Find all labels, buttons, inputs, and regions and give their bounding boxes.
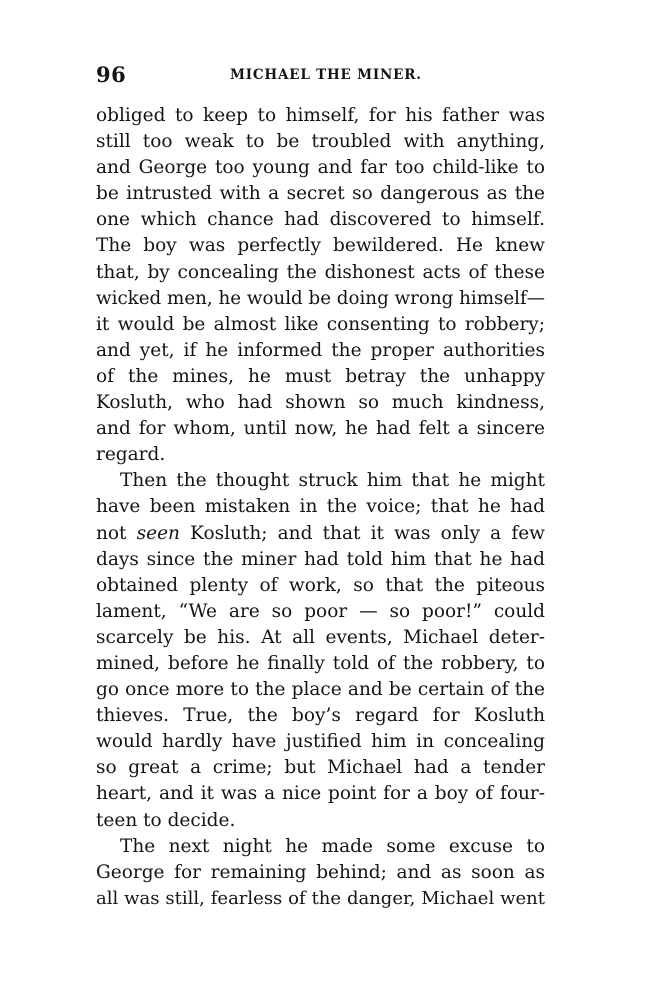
text-line-paragraph-start: The next night he made some excuse to bbox=[120, 835, 545, 857]
text-line: George for remaining behind; and as soon as bbox=[96, 861, 545, 883]
text-line: and for whom, until now, he had felt a sincere bbox=[96, 418, 545, 440]
text-line: thieves. True, the boy’s regard for Kosluth bbox=[96, 705, 545, 727]
text-line: mined, before he finally told of the robbery, to bbox=[96, 652, 545, 674]
line-text-before: not bbox=[96, 522, 137, 544]
text-line: be intrusted with a secret so dangerous as the bbox=[96, 183, 545, 205]
text-line: days since the miner had told him that he had bbox=[96, 548, 545, 570]
text-line: so great a crime; but Michael had a tender bbox=[96, 757, 545, 779]
text-line: have been mistaken in the voice; that he had bbox=[96, 496, 545, 518]
text-line: and George too young and far too child-like to bbox=[96, 157, 545, 179]
page-header bbox=[96, 62, 544, 88]
body-text bbox=[96, 103, 545, 912]
text-line: it would be almost like consenting to robbery; bbox=[96, 313, 545, 335]
text-line: obtained plenty of work, so that the piteous bbox=[96, 574, 545, 596]
text-line: that, by concealing the dishonest acts of these bbox=[96, 261, 545, 283]
text-line: obliged to keep to himself, for his father was bbox=[96, 105, 545, 126]
text-line-with-emphasis bbox=[96, 521, 545, 547]
text-line: would hardly have justified him in concealing bbox=[96, 731, 545, 753]
text-line-paragraph-end: regard. bbox=[96, 444, 166, 466]
emphasized-word: seen bbox=[136, 522, 180, 544]
text-line: one which chance had discovered to himself. bbox=[96, 209, 545, 231]
text-line-paragraph-start: Then the thought struck him that he might bbox=[120, 470, 545, 492]
text-line: of the mines, he must betray the unhappy bbox=[96, 365, 545, 387]
text-line-paragraph-end: teen to decide. bbox=[96, 809, 236, 831]
text-line: all was still, fearless of the danger, Michael went bbox=[96, 887, 545, 909]
running-head: MICHAEL THE MINER. bbox=[230, 67, 422, 83]
text-line: lament, “We are so poor — so poor!” could bbox=[96, 600, 545, 622]
text-line: still too weak to be troubled with anything, bbox=[96, 131, 545, 153]
text-line: Kosluth, who had shown so much kindness, bbox=[96, 392, 545, 414]
text-line: go once more to the place and be certain of the bbox=[96, 679, 545, 701]
text-line: heart, and it was a nice point for a boy of four- bbox=[96, 783, 545, 805]
text-line: scarcely be his. At all events, Michael deter- bbox=[96, 626, 545, 648]
line-text-after: Kosluth; and that it was only a few bbox=[179, 522, 545, 544]
text-line: and yet, if he informed the proper authorities bbox=[96, 339, 545, 361]
text-line: wicked men, he would be doing wrong himself— bbox=[96, 287, 546, 309]
page-number: 96 bbox=[96, 62, 127, 87]
text-line: The boy was perfectly bewildered. He knew bbox=[96, 235, 545, 257]
